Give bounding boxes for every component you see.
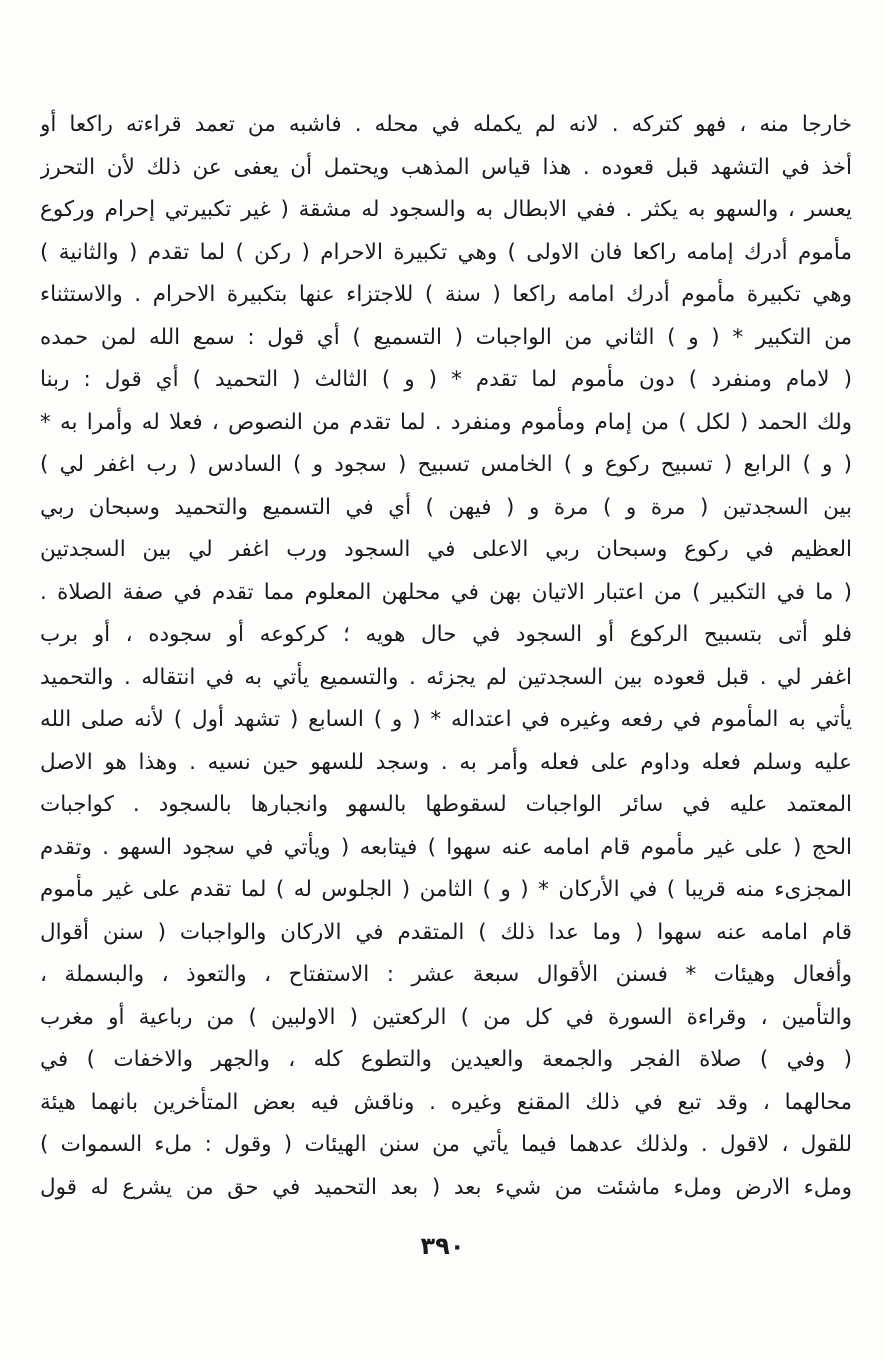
text-line: يعسر ، والسهو به يكثر . ففي الابطال به والسجود له مشقة ( غير تكبيرتي إحرام وركوع	[40, 197, 852, 222]
text-line: ( ما في التكبير ) من اعتبار الاتيان بهن في محلهن المعلوم مما تقدم في صفة الصلاة .	[40, 579, 852, 605]
text-line: المجزىء منه قريبا ) في الأركان * ( و ) الثامن ( الجلوس له ) لما تقدم على غير مأموم	[40, 877, 852, 902]
text-line: محالهما ، وقد تبع في ذلك المقنع وغيره . وناقش فيه بعض المتأخرين بانهما هيئة	[40, 1089, 852, 1115]
text-line: الحج ( على غير مأموم قام امامه عنه سهوا ) فيتابعه ( ويأتي في سجود السهو . وتقدم	[40, 834, 852, 860]
text-line: فلو أتى بتسبيح الركوع أو السجود في حال هويه ؛ كركوعه أو سجوده ، أو برب	[40, 622, 852, 647]
text-line: المعتمد عليه في سائر الواجبات لسقوطها بالسهو وانجبارها بالسجود . كواجبات	[40, 792, 852, 817]
text-line: وهي تكبيرة مأموم أدرك امامه راكعا ( سنة ) للاجتزاء عنها بتكبيرة الاحرام . والاستثناء	[40, 282, 852, 307]
text-line: وأفعال وهيئات * فسنن الأقوال سبعة عشر : الاستفتاح ، والتعوذ ، والبسملة ،	[40, 962, 852, 987]
body-text	[40, 104, 852, 1209]
text-line: خارجا منه ، فهو كتركه . لانه لم يكمله في محله . فاشبه من تعمد قراءته راكعا أو	[40, 112, 852, 137]
text-line: قام امامه عنه سهوا ( وما عدا ذلك ) المتقدم في الاركان والواجبات ( سنن أقوال	[40, 919, 852, 945]
text-line: يأتي به المأموم في رفعه وغيره في اعتداله * ( و ) السابع ( تشهد أول ) لأنه صلى الله	[40, 707, 852, 732]
text-line: عليه وسلم فعله وداوم على فعله وأمر به . وسجد للسهو حين نسيه . وهذا هو الاصل	[40, 749, 852, 775]
text-line: والتأمين ، وقراءة السورة في كل من ) الركعتين ( الاولبين ) من رباعية أو مغرب	[40, 1004, 852, 1030]
text-line: للقول ، لاقول . ولذلك عدهما فيما يأتي من سنن الهيئات ( وقول : ملء السموات )	[40, 1132, 852, 1157]
text-line: بين السجدتين ( مرة و ) مرة و ( فيهن ) أي في التسميع والتحميد وسبحان ربي	[40, 494, 852, 520]
text-line: اغفر لي . قبل قعوده بين السجدتين لم يجزئه . والتسميع يأتي به في انتقاله . والتحميد	[40, 664, 852, 690]
text-line: مأموم أدرك إمامه راكعا فان الاولى ) وهي تكبيرة الاحرام ( ركن ) لما تقدم ( والثانية )	[40, 239, 852, 265]
text-line: أخذ في التشهد قبل قعوده . هذا قياس المذهب ويحتمل أن يعفى عن ذلك لأن التحرز	[40, 154, 852, 180]
text-line: من التكبير * ( و ) الثاني من الواجبات ( التسميع ) أي قول : سمع الله لمن حمده	[40, 324, 852, 350]
page-number: ٣٩٠	[420, 1232, 465, 1260]
text-line: ( و ) الرابع ( تسبيح ركوع و ) الخامس تسبيح ( سجود و ) السادس ( رب اغفر لي )	[40, 452, 852, 477]
text-line: ( وفي ) صلاة الفجر والجمعة والعيدين والتطوع كله ، والجهر والاخفات ) في	[40, 1047, 852, 1072]
text-line: ولك الحمد ( لكل ) من إمام ومأموم ومنفرد . لما تقدم من النصوص ، فعلا له وأمرا به *	[40, 409, 852, 435]
text-line: العظيم في ركوع وسبحان ربي الاعلى في السجود ورب اغفر لي بين السجدتين	[40, 537, 852, 562]
text-line: وملء الارض وملء ماشئت من شيء بعد ( بعد التحميد في حق من يشرع له قول	[40, 1174, 852, 1200]
text-line: ( لامام ومنفرد ) دون مأموم لما تقدم * ( و ) الثالث ( التحميد ) أي قول : ربنا	[40, 367, 852, 392]
